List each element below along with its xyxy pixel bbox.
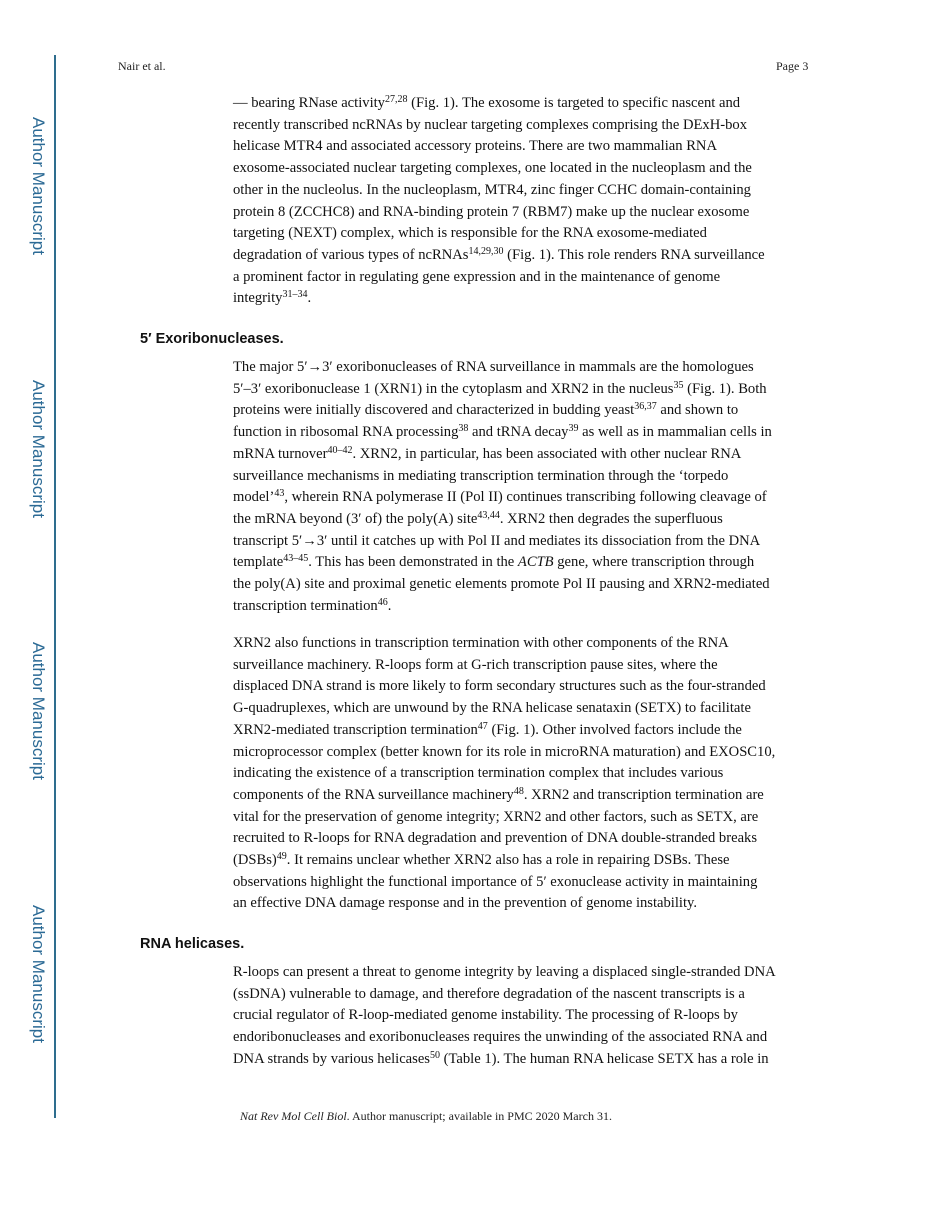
citation-reference: 27,28 [384,94,408,105]
text-line: mRNA turnover$^{40-42}$. XRN2, in particular, has been associated with other nuclear RNA [233,444,742,462]
citation-reference: 50 [429,1049,440,1061]
text-line: endoribonucleases and exoribonucleases requires the unwinding of the associated RNA and [233,1029,768,1046]
text-line: targeting (NEXT) complex, which is responsible for the RNA exosome-mediated [233,225,707,242]
text-line: recently transcribed ncRNAs by nuclear targeting complexes comprising the DExH-box [233,116,748,133]
citation-reference: 48 [513,785,524,797]
footer-text: . Author manuscript; available in PMC 2020 March 31. [346,1109,612,1123]
text-line: components of the RNA surveillance machinery$^{48}$. XRN2 and transcription termination are [233,785,764,803]
text-line: exosome-associated nuclear targeting complexes, one located in the nucleoplasm and the [233,160,752,177]
text-line: indicating the existence of a transcription termination complex that includes various [233,765,724,782]
author-manuscript-label: Author Manuscript [29,117,48,255]
text-line: transcript 5′→3′ until it catches up with Pol II and mediates its dissociation from the DNA [233,532,761,549]
text-line: (DSBs)$^{49}$. It remains unclear whether XRN2 also has a role in repairing DSBs. These [233,851,730,869]
text-line: proteins were initially discovered and characterized in budding yeast$^{36,37}$ and shown to [233,401,739,419]
text-line: microprocessor complex (better known for its role in microRNA maturation) and EXOSC10, [233,743,776,760]
text-line: integrity$^{31-34}$. [233,289,312,307]
text-line: displaced DNA strand is more likely to form secondary structures such as the four-stranded [233,678,766,695]
text-line: G-quadruplexes, which are unwound by the RNA helicase senataxin (SETX) to facilitate [233,700,751,717]
text-line: function in ribosomal RNA processing$^{38}$ and tRNA decay$^{39}$ as well as in mammalian cells in [233,423,772,441]
text-line: a prominent factor in regulating gene expression and in the maintenance of genome [233,268,721,285]
text-line: crucial regulator of R-loop-mediated genome instability. The processing of R-loops by [233,1007,738,1024]
text-line: observations highlight the functional importance of 5′ exonuclease activity in maintaining [233,873,758,890]
page-number: Page 3 [776,59,809,73]
citation-reference: 46 [377,596,388,608]
citation-reference: 39 [568,423,579,435]
text-line: the mRNA beyond (3′ of) the poly(A) site$^{43,44}$. XRN2 then degrades the superfluous [233,509,723,527]
running-header-authors: Nair et al. [118,59,166,73]
citation-reference: 35 [673,379,684,391]
citation-reference: 43 [274,488,285,500]
citation-reference: 40–42 [327,444,353,456]
citation-reference: 36,37 [634,401,657,413]
sidebar-rule [54,55,56,1118]
text-line: XRN2 also functions in transcription termination with other components of the RNA [233,635,729,651]
section-heading-rna-helicases: RNA helicases. [140,936,245,952]
author-manuscript-label: Author Manuscript [29,905,48,1043]
citation-reference: 14,29,30 [468,245,504,257]
text-line: degradation of various types of ncRNAs$^{14,29,30}$ (Fig. 1). This role renders RNA surveillance [233,245,765,263]
text-line: template$^{43-45}$. This has been demonstrated in the ACTB gene, where transcription through [233,553,755,571]
text-line: — bearing RNase activity$^{27,28}$ (Fig. 1). The exosome is targeted to specific nascent and [233,94,741,111]
author-manuscript-label: Author Manuscript [29,380,48,518]
text-line: (ssDNA) vulnerable to damage, and therefore degradation of the nascent transcripts is a [233,985,745,1002]
citation-reference: 47 [477,720,488,732]
text-line: protein 8 (ZCCHC8) and RNA-binding protein 7 (RBM7) make up the nuclear exosome [233,203,750,220]
section-heading-exoribonucleases: 5′ Exoribonucleases. [140,331,284,347]
text-line: an effective DNA damage response and in the prevention of genome instability. [233,895,698,912]
text-line: transcription termination$^{46}$. [233,596,392,614]
citation-reference: 43–45 [283,553,309,565]
gene-name: ACTB [517,554,554,571]
citation-reference: 38 [458,423,469,435]
paragraph [233,93,833,310]
text-line: surveillance machinery. R-loops form at G-rich transcription pause sites, where the [233,656,718,673]
paragraph [233,962,833,1071]
author-manuscript-label: Author Manuscript [29,642,48,780]
text-line: surveillance mechanisms in mediating transcription termination through the ‘torpedo [233,467,729,484]
text-line: DNA strands by various helicases$^{50}$ (Table 1). The human RNA helicase SETX has a role in [233,1049,769,1067]
citation-reference: 49 [276,851,287,863]
paragraph [233,357,833,617]
text-line: the poly(A) site and proximal genetic elements promote Pol II pausing and XRN2-mediated [233,576,770,593]
paragraph [233,633,833,915]
journal-name: Nat Rev Mol Cell Biol [240,1109,347,1123]
citation-reference: 31–34 [282,289,308,301]
text-line: 5′–3′ exoribonuclease 1 (XRN1) in the cytoplasm and XRN2 in the nucleus$^{35}$ (Fig. 1). Both [233,379,767,397]
text-line: model’$^{43}$, wherein RNA polymerase II (Pol II) continues transcribing following cleavage of [233,488,767,506]
text-line: The major 5′→3′ exoribonucleases of RNA surveillance in mammals are the homologues [233,359,754,375]
text-line: recruited to R-loops for RNA degradation and prevention of DNA double-stranded breaks [233,830,758,847]
citation-reference: 43,44 [477,509,500,521]
text-line: vital for the preservation of genome integrity; XRN2 and other factors, such as SETX, are [233,808,759,825]
footer-citation [240,1109,612,1124]
text-line: other in the nucleolus. In the nucleoplasm, MTR4, zinc finger CCHC domain-containing [233,181,751,198]
text-line: R-loops can present a threat to genome integrity by leaving a displaced single-stranded DNA [233,964,776,980]
text-line: helicase MTR4 and associated accessory proteins. There are two mammalian RNA [233,138,718,155]
text-line: XRN2-mediated transcription termination$^{47}$ (Fig. 1). Other involved factors include the [233,720,742,738]
